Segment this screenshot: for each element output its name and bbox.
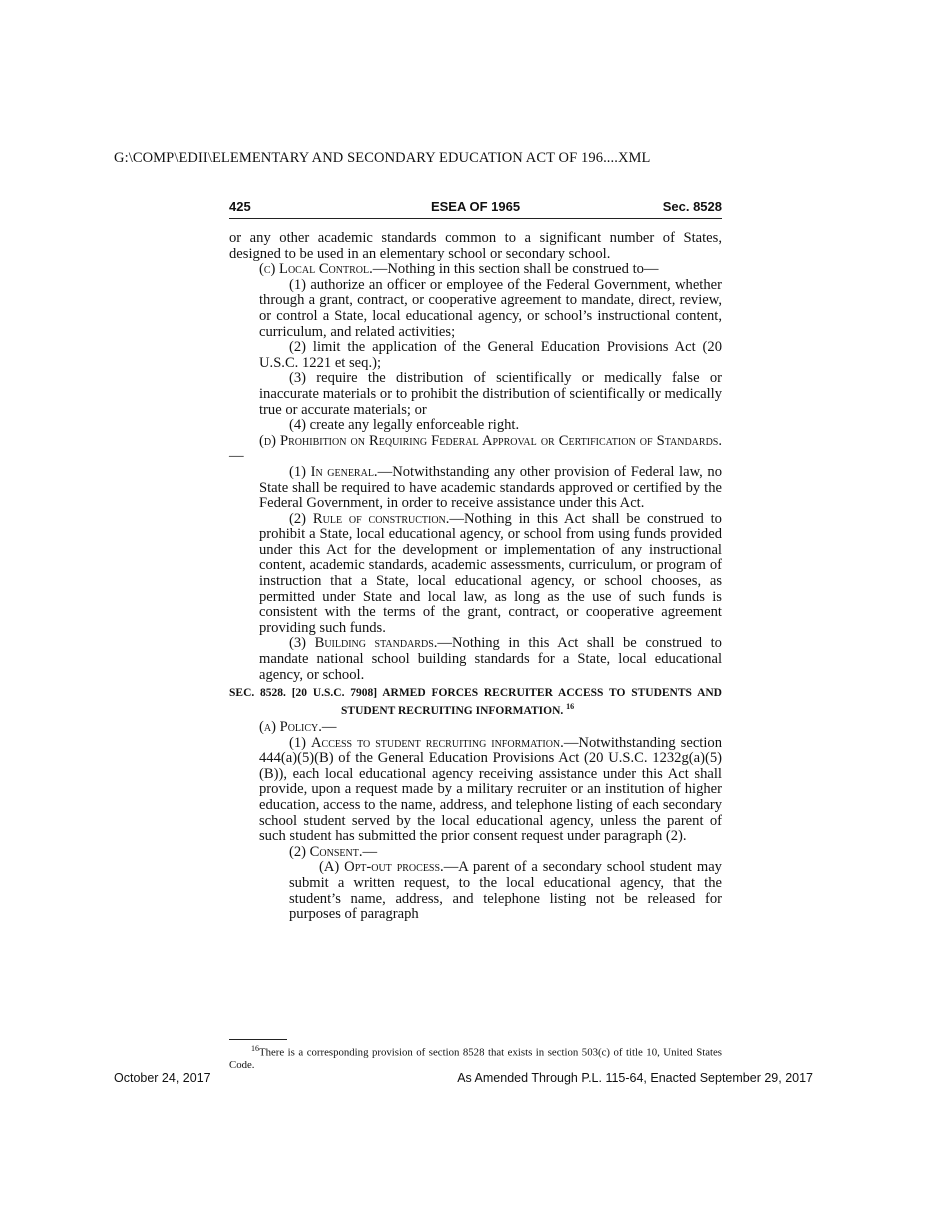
heading-building-standards: Building standards.: [314, 635, 438, 652]
paragraph-d: (d) Prohibition on Requiring Federal Approval or Certification of Standards.—: [229, 432, 722, 465]
footnote-reference[interactable]: 16: [566, 702, 575, 712]
running-title: ESEA OF 1965: [430, 199, 521, 214]
page-number: 425: [229, 199, 251, 214]
paragraph-continuation: or any other academic standards common to a significant number of States, designed to be used in an elementary school or secondary school.: [229, 230, 722, 262]
footnote-marker: 16: [251, 1044, 259, 1053]
heading-local-control: (c) Local Control.: [259, 261, 373, 278]
heading-in-general: In general.: [310, 463, 378, 480]
heading-consent: Consent.: [309, 843, 363, 860]
paragraph-c2: (2) limit the application of the General Education Provisions Act (20 U.S.C. 1221 et seq.);: [259, 339, 722, 371]
paragraph-c3: (3) require the distribution of scientifically or medically false or inaccurate materials or to prohibit the distribution of scientifically or medically true or accurate materials; or: [259, 370, 722, 418]
file-path: G:\COMP\EDII\ELEMENTARY AND SECONDARY EDUCATION ACT OF 196....XML: [114, 150, 651, 166]
heading-access: Access to student recruiting information.: [311, 734, 564, 751]
heading-policy: (a) Policy.: [259, 719, 322, 736]
paragraph-c1: (1) authorize an officer or employee of the Federal Government, whether through a grant, contract, or cooperative agreement to mandate, direct, review, or control a State, local educational agency, or school’s instructional content, curriculum, and related activities;: [259, 276, 722, 340]
footer-amended: As Amended Through P.L. 115-64, Enacted September 29, 2017: [457, 1071, 813, 1085]
paragraph-d3: (3) Building standards.—Nothing in this Act shall be construed to mandate national school building standards for a State, local educational agency, or school.: [259, 635, 722, 683]
footnote-rule: [229, 1039, 287, 1040]
paragraph-a1: (1) Access to student recruiting information.—Notwithstanding section 444(a)(5)(B) of the General Education Provisions Act (20 U.S.C. 1232g(a)(5)(B)), each local educational agency receiving assistance under this Act shall provide, upon a request made by a military recruiter or an institution of higher education, access to the name, address, and telephone listing of each secondary school student served by the local educational agency, unless the parent of such student has submitted the prior consent request under paragraph (2).: [259, 734, 723, 845]
footer-date: October 24, 2017: [114, 1071, 211, 1085]
heading-prohibition: (d) Prohibition on Requiring Federal Approval or Certification of Standards.: [259, 432, 722, 449]
paragraph-d1: (1) In general.—Notwithstanding any other provision of Federal law, no State shall be required to have academic standards approved or certified by the Federal Government, in order to receive assistance under this Act.: [259, 463, 723, 512]
paragraph-aA: (A) Opt-out process.—A parent of a secondary school student may submit a written request, to the local educational agency, that the student’s name, address, and telephone listing not be released for purposes of paragraph: [289, 859, 722, 923]
running-section: Sec. 8528: [662, 199, 722, 214]
paragraph-a: (a) Policy.—: [259, 719, 337, 736]
paragraph-c4: (4) create any legally enforceable right.: [289, 417, 520, 434]
paragraph-a2: (2) Consent.—: [289, 843, 378, 860]
heading-rule-of-construction: Rule of construction.: [312, 510, 450, 527]
paragraph-d2: (2) Rule of construction.—Nothing in this Act shall be construed to prohibit a State, local educational agency, or school from using funds provided under this Act for the development or implementation of any instructional content, academic standards, academic assessments, curriculum, or program of instruction that a State, local educational agency, or school chooses, as permitted under State and local law, as long as the use of such funds is consistent with the terms of the grant, contract, or cooperative agreement providing such funds.: [259, 510, 722, 636]
footnote: $^{16}$There is a corresponding provision of section 8528 that exists in section 503(c) of title 10, United States Code.: [229, 1044, 722, 1071]
running-head: [229, 198, 722, 219]
heading-opt-out: Opt-out process.: [344, 859, 444, 876]
section-heading: SEC. 8528. [20 U.S.C. 7908] ARMED FORCES RECRUITER ACCESS TO STUDENTS AND STUDENT RECRUITING INFORMATION. $^{16}$: [229, 687, 722, 718]
paragraph-c: (c) Local Control.—Nothing in this section shall be construed to—: [259, 261, 659, 278]
document-body: [229, 231, 722, 923]
